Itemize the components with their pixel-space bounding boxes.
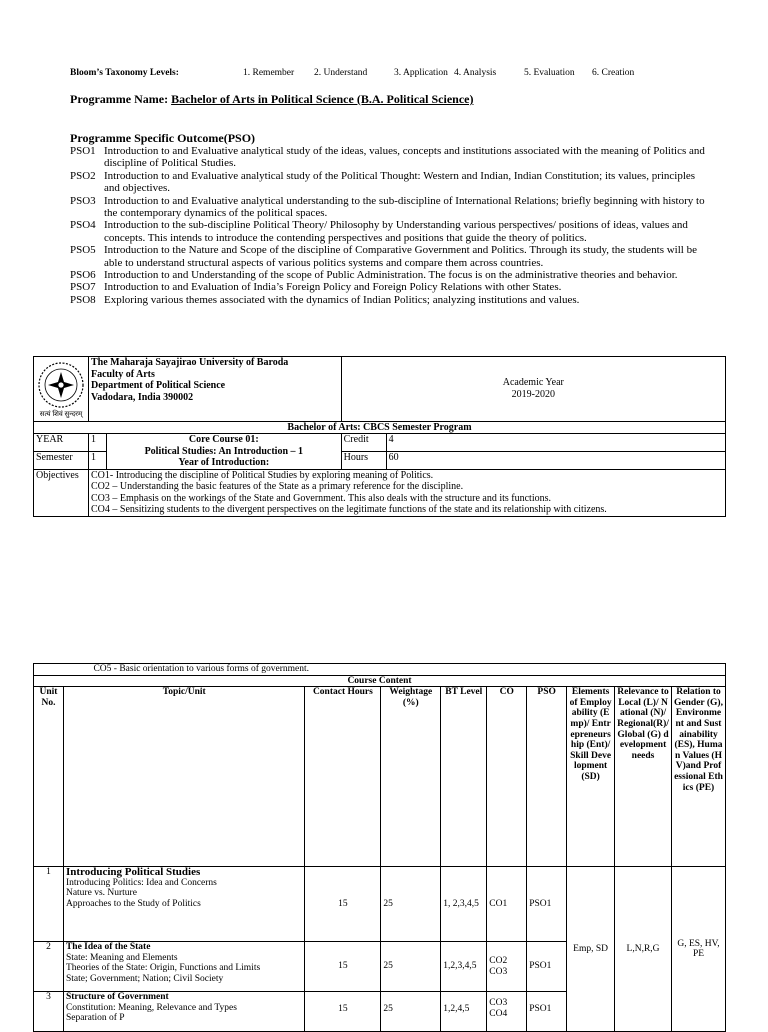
academic-year-cell: [341, 357, 725, 422]
unit-title: Introducing Political Studies: [65, 866, 201, 879]
weightage: 25: [381, 992, 441, 1032]
table-row: [34, 867, 726, 942]
blooms-level: 4. Analysis: [454, 68, 497, 78]
pso-code: PSO3: [70, 194, 96, 207]
credit-label: Credit: [341, 434, 386, 452]
pso-text: Exploring various themes associated with the dynamics of Indian Politics; analyzing institutions and values.: [104, 293, 580, 306]
unit-line: State; Government; Nation; Civil Society: [65, 973, 224, 984]
blooms-level: 3. Application: [394, 68, 448, 78]
pso-item: [70, 170, 710, 195]
weightage: 25: [381, 942, 441, 992]
pso-text: Introduction to and Understanding of the scope of Public Administration. The focus is on the administrative theories and behavior.: [104, 269, 678, 282]
unit-title: Structure of Government: [65, 992, 169, 1003]
pso-code: PSO4: [70, 219, 96, 232]
blooms-label: Bloom’s Taxonomy Levels:: [70, 68, 179, 78]
university-details: [88, 357, 341, 422]
contact-hours: 15: [305, 992, 381, 1032]
blooms-level: 5. Evaluation: [524, 68, 575, 78]
weightage: 25: [381, 867, 441, 942]
pso-item: [70, 269, 710, 281]
unit-line: Approaches to the Study of Politics: [65, 898, 201, 909]
unit-topic: [63, 992, 304, 1032]
unit-number: 2: [34, 942, 64, 992]
academic-year: 2019-2020: [511, 388, 555, 400]
unit-line: Introducing Politics: Idea and Concerns: [65, 877, 217, 888]
department-name: Department of Political Science: [90, 380, 226, 391]
university-seal-icon: [37, 361, 85, 409]
header-elements: Elements of Employability (Emp)/ Entrepreneurship (Ent)/ Skill Development (SD): [567, 687, 615, 867]
objective-item: CO2 – Understanding the basic features of the State as a primary reference for the discipline.: [90, 481, 464, 492]
core-course-title: Political Studies: An Introduction – 1: [144, 445, 304, 457]
pso-code: PSO6: [70, 269, 96, 282]
contact-hours: 15: [305, 867, 381, 942]
co-value: CO3 CO4: [487, 992, 527, 1032]
unit-line: State: Meaning and Elements: [65, 952, 178, 963]
university-name: The Maharaja Sayajirao University of Baroda: [90, 357, 289, 368]
objective-item: CO1- Introducing the discipline of Political Studies by exploring meaning of Politics.: [90, 469, 434, 481]
course-content-title: Course Content: [34, 675, 726, 687]
year-value: 1: [88, 434, 106, 452]
hours-value: 60: [386, 451, 725, 469]
bt-level: 1,2,3,4,5: [441, 942, 487, 992]
pso-item: [70, 219, 710, 244]
objective-item: CO4 – Sensitizing students to the divergent perspectives on the legitimate functions of the state and its relationship with citizens.: [90, 504, 607, 515]
year-label: YEAR: [34, 434, 89, 452]
university-address: Vadodara, India 390002: [90, 391, 194, 403]
header-relevance: Relevance to Local (L)/ National (N)/ Regional(R)/Global (G) development needs: [615, 687, 672, 867]
relevance-value: L,N,R,G: [615, 867, 672, 1032]
header-pso: PSO: [527, 687, 567, 867]
pso-list: [70, 145, 710, 306]
core-course-cell: [106, 434, 341, 470]
pso-code: PSO5: [70, 244, 96, 257]
unit-line: Nature vs. Nurture: [65, 888, 137, 899]
bt-level: 1, 2,3,4,5: [441, 867, 487, 942]
pso-text: Introduction to and Evaluative analytical understanding to the sub-discipline of International Relations; briefly beginning with history to the contemporary dynamics of the political spaces.: [104, 194, 705, 220]
pso-item: [70, 294, 710, 306]
program-title: Bachelor of Arts: CBCS Semester Program: [34, 421, 726, 434]
header-relation: Relation to Gender (G), Environment and Sustainability (ES), Human Values (HV)and Professional Ethics (PE): [672, 687, 726, 867]
unit-topic: [63, 867, 304, 942]
pso-code: PSO2: [70, 169, 96, 182]
pso-text: Introduction to and Evaluative analytical study of the ideas, values, concepts and institutions associated with the meaning of Politics and discipline of Political Studies.: [104, 145, 705, 170]
contact-hours: 15: [305, 942, 381, 992]
hours-label: Hours: [341, 451, 386, 469]
header-contact-hours: Contact Hours: [305, 687, 381, 867]
bt-level: 1,2,4,5: [441, 992, 487, 1032]
unit-number: 1: [34, 867, 64, 942]
blooms-level: 1. Remember: [243, 68, 295, 78]
pso-text: Introduction to the sub-discipline Political Theory/ Philosophy by Understanding various perspectives/ positions of ideas, values and concepts. This intends to introduce the contending perspectives and positions that guide the theory of politics.: [104, 219, 688, 244]
objective-item: CO3 – Emphasis on the workings of the State and Government. This also deals with the structure and its functions.: [90, 492, 552, 504]
pso-code: PSO8: [70, 293, 96, 306]
credit-value: 4: [386, 434, 725, 452]
pso-text: Introduction to the Nature and Scope of the discipline of Comparative Government and Politics. Through its study, the students will be able to understand structural aspects of various politics systems and compare them across countries.: [104, 244, 697, 269]
relation-value: G, ES, HV, PE: [672, 867, 726, 1032]
co-value: CO1: [487, 867, 527, 942]
blooms-level: 6. Creation: [592, 68, 635, 78]
programme-title: Bachelor of Arts in Political Science (B.A. Political Science): [171, 92, 474, 106]
pso-text: Introduction to and Evaluation of India’s Foreign Policy and Foreign Policy Relations with other States.: [104, 281, 562, 294]
header-bt-level: BT Level: [441, 687, 487, 867]
elements-value: Emp, SD: [567, 867, 615, 1032]
academic-year-label: Academic Year: [502, 377, 564, 389]
programme-label: Programme Name:: [70, 92, 172, 106]
unit-title: The Idea of the State: [65, 942, 151, 953]
pso-item: [70, 281, 710, 293]
course-content-table: [33, 663, 726, 1032]
faculty-name: Faculty of Arts: [90, 368, 155, 380]
objectives-label: Objectives: [34, 469, 89, 516]
co-value: CO2 CO3: [487, 942, 527, 992]
course-info-table: [33, 356, 726, 517]
pso-item: [70, 195, 710, 220]
objectives-list: [88, 469, 725, 516]
pso-heading: Programme Specific Outcome(PSO): [70, 131, 256, 145]
core-course-number: Core Course 01:: [188, 434, 259, 445]
blooms-level: 2. Understand: [314, 68, 368, 78]
blooms-levels: [70, 68, 635, 78]
year-of-introduction: Year of Introduction:: [178, 457, 270, 468]
unit-topic: [63, 942, 304, 992]
pso-value: PSO1: [527, 942, 567, 992]
objective-co5: CO5 - Basic orientation to various forms of government.: [63, 664, 725, 676]
unit-line: Separation of P: [65, 1013, 125, 1024]
unit-line: Theories of the State: Origin, Functions and Limits: [65, 963, 261, 974]
unit-line: Constitution: Meaning, Relevance and Types: [65, 1002, 237, 1013]
pso-code: PSO1: [70, 145, 96, 157]
logo-caption: सत्यं शिवं सुन्दरम्: [39, 410, 83, 418]
header-co: CO: [487, 687, 527, 867]
unit-number: 3: [34, 992, 64, 1032]
pso-value: PSO1: [527, 867, 567, 942]
semester-label: Semester: [34, 451, 89, 469]
pso-item: [70, 244, 710, 269]
pso-item: [70, 145, 710, 170]
logo-cell: [34, 357, 89, 422]
pso-value: PSO1: [527, 992, 567, 1032]
header-topic: Topic/Unit: [63, 687, 304, 867]
header-weightage: Weightage (%): [381, 687, 441, 867]
semester-value: 1: [88, 451, 106, 469]
pso-text: Introduction to and Evaluative analytical study of the Political Thought: Western and Indian, Indian Constitution; its values, principles and objectives.: [104, 169, 696, 195]
pso-code: PSO7: [70, 281, 96, 294]
programme-name: [70, 92, 473, 107]
header-unit: Unit No.: [34, 687, 64, 867]
